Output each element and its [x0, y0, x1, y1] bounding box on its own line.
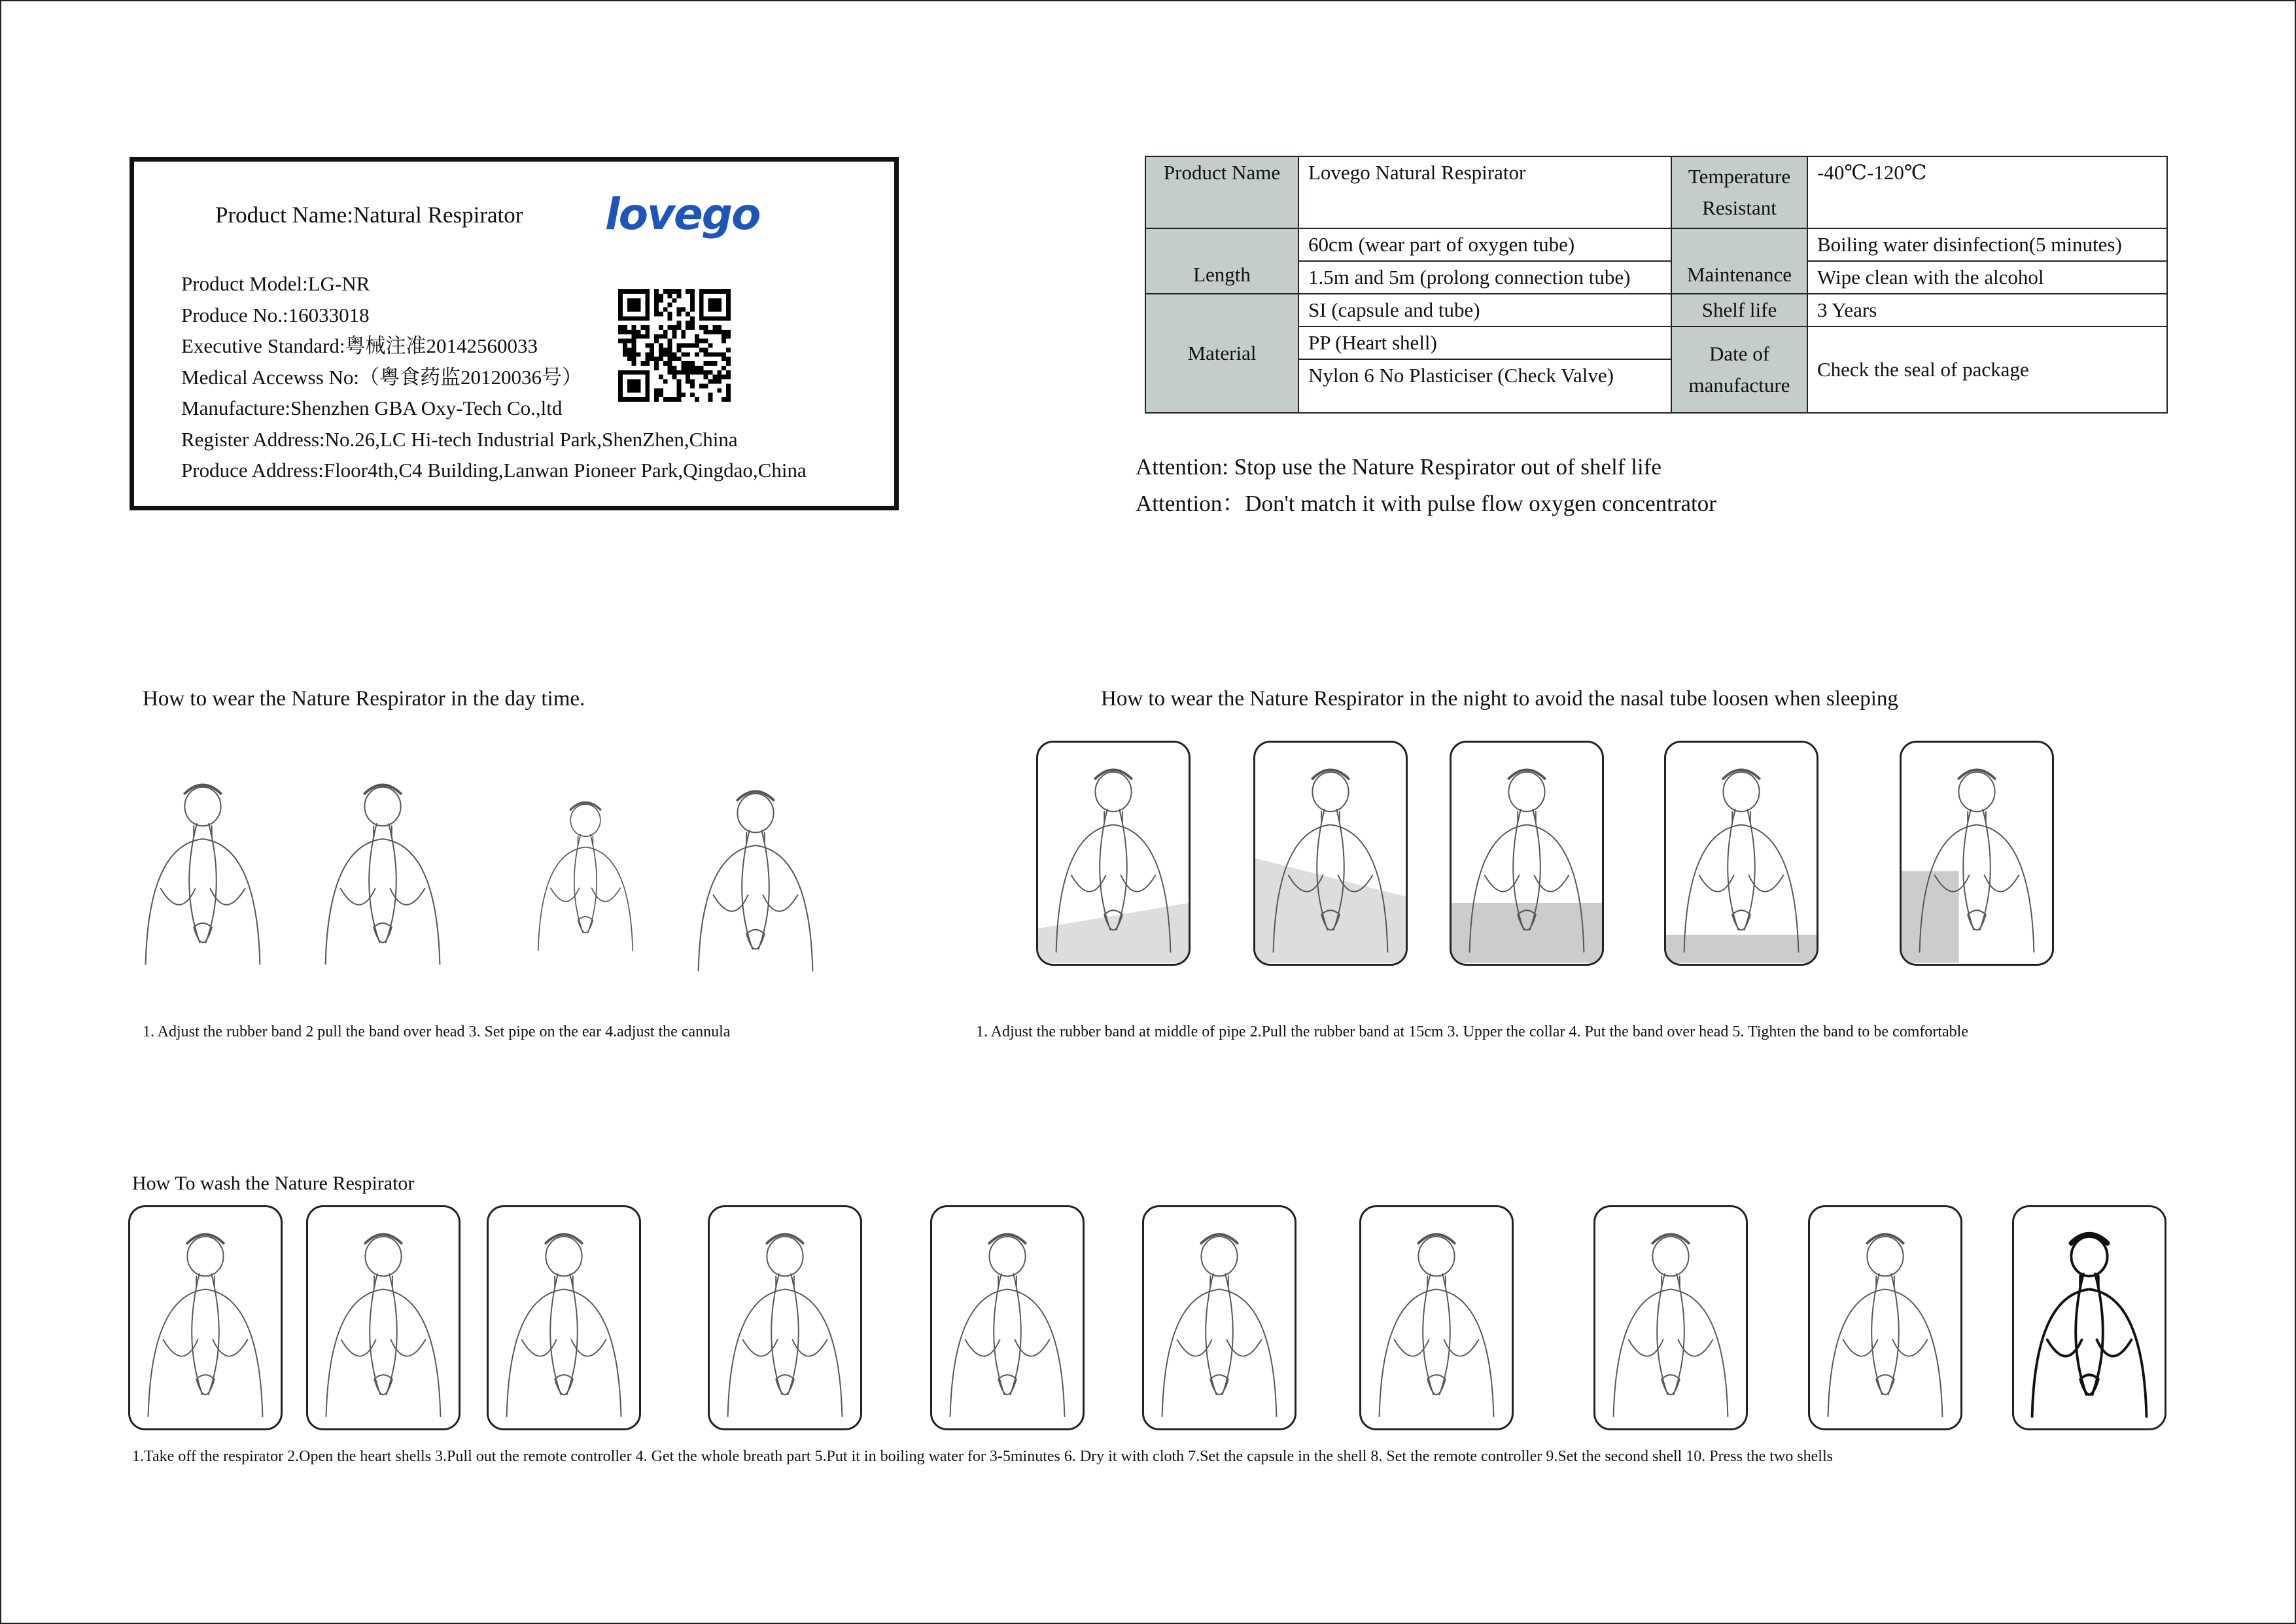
wash-step-7-panel — [1359, 1205, 1514, 1430]
label-manufacture: Manufacture:Shenzhen GBA Oxy-Tech Co.,ltd — [181, 397, 563, 419]
day-step-4-illustration — [670, 766, 841, 985]
spec-date-value: Check the seal of package — [1807, 327, 2167, 413]
night-step-2-panel — [1253, 741, 1408, 966]
wash-step-1-panel — [128, 1205, 283, 1430]
night-steps-caption: 1. Adjust the rubber band at middle of pipe 2.Pull the rubber band at 15cm 3. Upper the collar 4. Put the band over head 5. Tighten the band to be comfortable — [976, 1023, 1968, 1040]
spec-material-value-2: PP (Heart shell) — [1298, 327, 1671, 359]
spec-header-length: Length — [1145, 228, 1298, 294]
spec-maintenance-value-2: Wipe clean with the alcohol — [1807, 261, 2167, 294]
night-section-title: How to wear the Nature Respirator in the night to avoid the nasal tube loosen when sleeping — [1101, 687, 1898, 711]
spec-header-product-name: Product Name — [1145, 156, 1298, 228]
spec-table — [1145, 156, 2168, 414]
label-medical-access-no: Medical Accewss No:（粤食药监20120036号） — [181, 365, 583, 389]
label-executive-standard: Executive Standard:粤械注准20142560033 — [181, 334, 538, 357]
spec-material-value-3: Nylon 6 No Plasticiser (Check Valve) — [1298, 359, 1671, 413]
spec-header-maintenance: Maintenance — [1671, 228, 1807, 294]
night-step-4-panel — [1664, 741, 1818, 966]
day-section-title: How to wear the Nature Respirator in the day time. — [143, 687, 585, 711]
spec-header-material: Material — [1145, 294, 1298, 413]
spec-material-value-1: SI (capsule and tube) — [1298, 294, 1671, 327]
day-step-1-illustration — [128, 759, 278, 978]
wash-step-3-panel — [487, 1205, 641, 1430]
wash-step-6-panel — [1142, 1205, 1296, 1430]
wash-section-title: How To wash the Nature Respirator — [132, 1173, 415, 1194]
spec-temperature-value: -40℃-120℃ — [1807, 156, 2167, 228]
label-produce-no: Produce No.:16033018 — [181, 303, 370, 327]
night-step-1-panel — [1036, 741, 1191, 966]
product-label-box — [130, 157, 899, 510]
wash-step-5-panel — [930, 1205, 1085, 1430]
qr-code — [618, 289, 731, 402]
wash-step-4-panel — [708, 1205, 862, 1430]
spec-header-temperature: Temperature Resistant — [1671, 156, 1807, 228]
label-produce-address: Produce Address:Floor4th,C4 Building,Lanwan Pioneer Park,Qingdao,China — [181, 459, 807, 482]
spec-header-shelf-life: Shelf life — [1671, 294, 1807, 327]
wash-steps-caption: 1.Take off the respirator 2.Open the heart shells 3.Pull out the remote controller 4. Get the whole breath part 5.Put it in boiling water for 3-5minutes 6. Dry it with cloth 7.Set the capsule in the shell 8. Set the remote controller 9.Set the second shell 10. Press the two shells — [132, 1448, 1833, 1465]
wash-step-8-panel — [1593, 1205, 1748, 1430]
spec-shelf-life-value: 3 Years — [1807, 294, 2167, 327]
lovego-logo: lovego — [605, 189, 760, 239]
spec-header-date-of-manufacture: Date of manufacture — [1671, 327, 1807, 413]
wash-step-9-panel — [1808, 1205, 1962, 1430]
night-step-5-panel — [1900, 741, 2054, 966]
spec-length-value-1: 60cm (wear part of oxygen tube) — [1298, 228, 1671, 261]
spec-product-name-value: Lovego Natural Respirator — [1298, 156, 1671, 228]
label-product-model: Product Model:LG-NR — [181, 272, 370, 295]
label-product-name: Product Name:Natural Respirator — [215, 202, 523, 228]
night-step-3-panel — [1450, 741, 1604, 966]
wash-step-10-panel — [2012, 1205, 2166, 1430]
spec-length-value-2: 1.5m and 5m (prolong connection tube) — [1298, 261, 1671, 294]
spec-maintenance-value-1: Boiling water disinfection(5 minutes) — [1807, 228, 2167, 261]
day-step-2-illustration — [294, 759, 471, 978]
wash-step-2-panel — [306, 1205, 461, 1430]
label-register-address: Register Address:No.26,LC Hi-tech Industrial Park,ShenZhen,China — [181, 427, 738, 451]
day-step-3-illustration — [523, 759, 648, 985]
attention-pulse-flow: Attention：Don't match it with pulse flow oxygen concentrator — [1136, 491, 1716, 516]
attention-shelf-life: Attention: Stop use the Nature Respirator out of shelf life — [1136, 454, 1661, 480]
day-steps-caption: 1. Adjust the rubber band 2 pull the band over head 3. Set pipe on the ear 4.adjust the cannula — [143, 1023, 731, 1040]
